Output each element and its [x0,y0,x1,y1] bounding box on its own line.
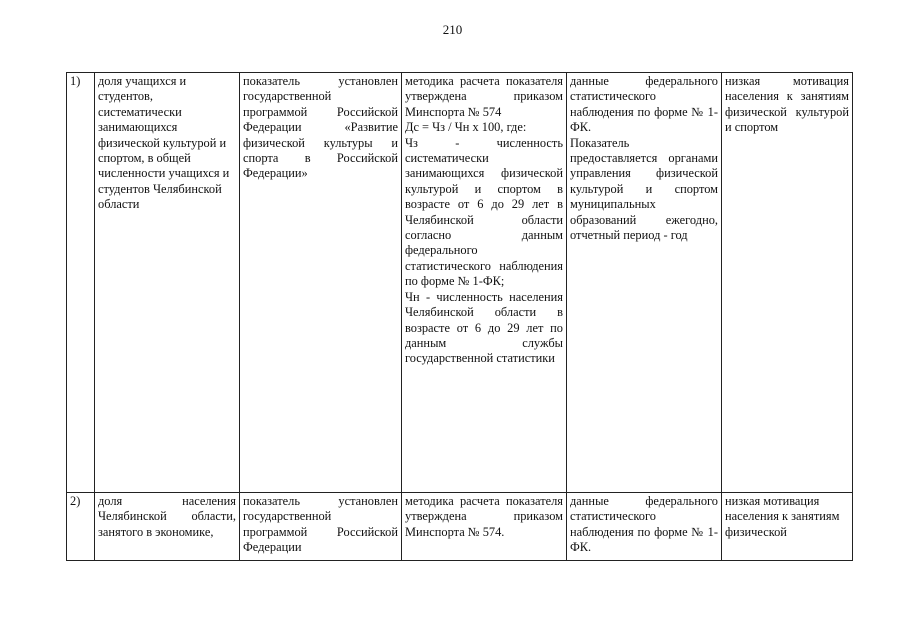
row-number: 2) [67,493,95,561]
indicator-cell: доля учащихся и студентов, систематически занимающихся физической культурой и спортом, в общей численности учащихся и студентов Челябинской области [95,73,240,493]
page-number: 210 [442,22,463,37]
source-cell [567,73,722,493]
basis-cell: показатель установлен государственной программой Российской Федерации [240,493,402,561]
formula-text: Дс = Чз / Чн х 100, где: [405,120,527,135]
method-text: методика расчета показателя утверждена приказом Минспорта № 574 [405,74,563,119]
table-row [67,493,853,561]
indicators-table [66,72,853,561]
source-cell: данные федерального статистического наблюдения по форме № 1-ФК. [567,493,722,561]
method-cell: методика расчета показателя утверждена приказом Минспорта № 574. [402,493,567,561]
chz-definition: Чз - численность систематически занимающихся физической культурой и спортом в возрасте от 6 до 29 лет в Челябинской области согласно данным федерального статистического наблюдения по форме № 1-ФК; [405,135,563,289]
risk-cell: низкая мотивация населения к занятиям физической культурой и спортом [722,73,853,493]
table-row [67,73,853,493]
source-note: Показатель предоставляется органами управления физической культурой и спортом муниципальных образований ежегодно, отчетный период - год [570,135,718,243]
method-cell [402,73,567,493]
row-number: 1) [67,73,95,493]
indicator-cell: доля населения Челябинской области, занятого в экономике, [95,493,240,561]
chn-definition: Чн - численность населения Челябинской области в возрасте от 6 до 29 лет по данным службы государственной статистики [405,289,563,366]
risk-cell: низкая мотивация населения к занятиям физической [722,493,853,561]
source-text: данные федерального статистического наблюдения по форме № 1-ФК. [570,74,718,135]
basis-cell: показатель установлен государственной программой Российской Федерации «Развитие физической культуры и спорта в Российской Федерации» [240,73,402,493]
